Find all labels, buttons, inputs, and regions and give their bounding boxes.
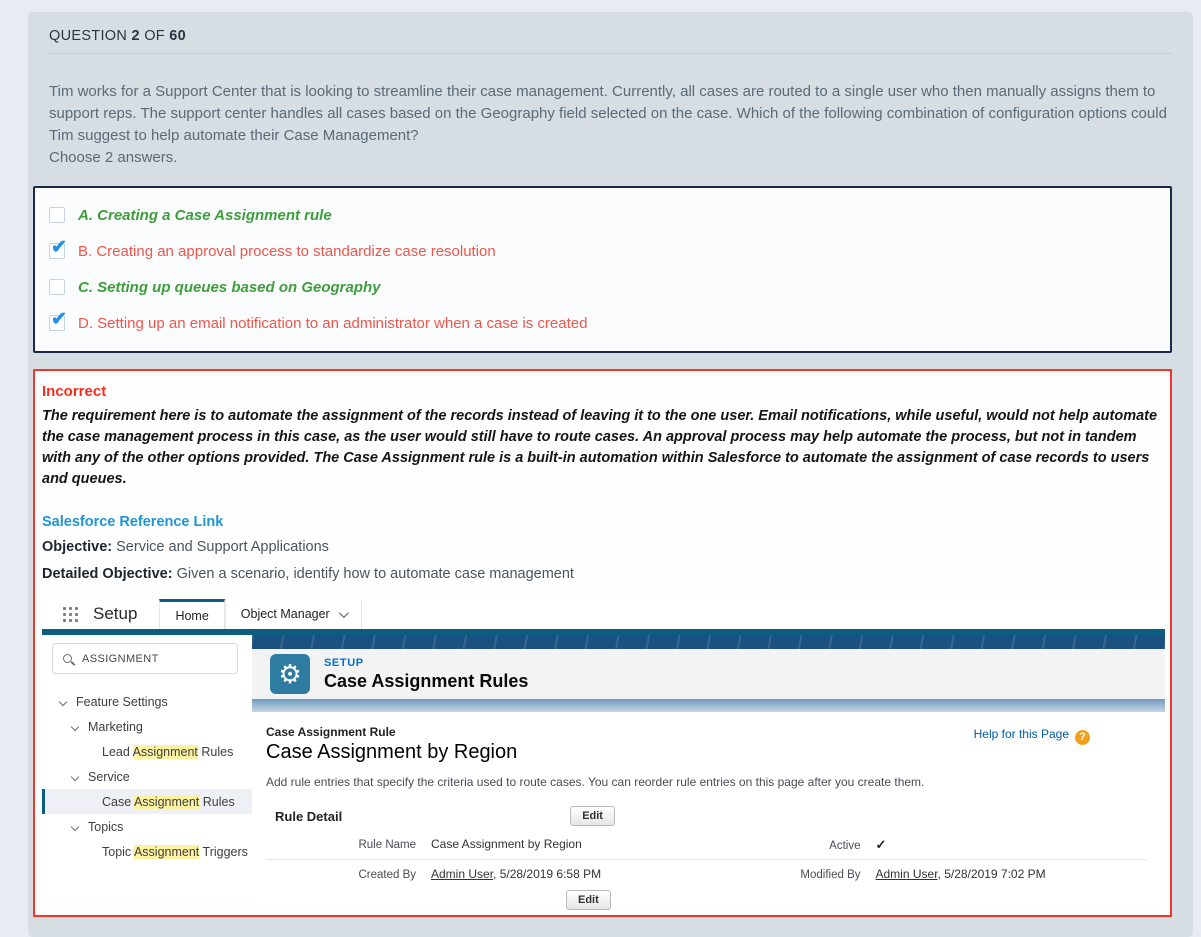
setup-page-banner — [252, 649, 1165, 699]
search-highlight: Assignment — [133, 794, 200, 809]
rule-name-value: Case Assignment by Region — [431, 837, 582, 851]
tree-label: Service — [88, 769, 130, 784]
objective-value: Service and Support Applications — [112, 539, 329, 555]
option-d-checkbox[interactable] — [49, 315, 65, 331]
breadcrumb: Case Assignment Rule — [266, 725, 396, 739]
tree-item-feature-settings[interactable] — [42, 689, 252, 714]
modified-by-label: Modified By — [800, 869, 861, 881]
question-total: 60 — [169, 28, 187, 44]
option-row-c[interactable] — [35, 269, 1170, 305]
tab-home-label: Home — [175, 608, 209, 623]
question-number: 2 — [131, 28, 140, 44]
edit-button-bottom[interactable]: Edit — [566, 890, 611, 910]
option-c-checkbox[interactable] — [49, 279, 65, 295]
option-c-label[interactable]: C. Setting up queues based on Geography — [78, 278, 381, 296]
tree-item-lead-assignment-rules[interactable] — [42, 739, 252, 764]
modified-by-value: Admin User, 5/28/2019 7:02 PM — [875, 867, 1046, 881]
setup-sidebar — [42, 635, 252, 895]
question-counter — [28, 28, 1193, 44]
tree-label: Feature Settings — [76, 694, 168, 709]
search-highlight: Assignment — [132, 744, 198, 759]
tree-item-service[interactable] — [42, 764, 252, 789]
tab-object-manager-label: Object Manager — [240, 607, 330, 621]
tree-item-topics[interactable] — [42, 814, 252, 839]
active-label: Active — [829, 840, 861, 852]
detailed-objective-line — [42, 564, 1162, 585]
setup-tree — [42, 689, 252, 864]
chevron-down-icon — [339, 608, 349, 618]
tab-object-manager[interactable] — [225, 599, 362, 629]
tree-label: Lead Assignment Rules — [102, 744, 234, 759]
chevron-down-icon — [71, 772, 79, 780]
tree-label: Marketing — [88, 719, 143, 734]
option-b-checkbox[interactable] — [49, 243, 65, 259]
option-row-a[interactable] — [35, 197, 1170, 233]
edit-button[interactable]: Edit — [570, 806, 615, 826]
tree-item-marketing[interactable] — [42, 714, 252, 739]
option-a-checkbox[interactable] — [49, 207, 65, 223]
objective-label: Objective: — [42, 539, 113, 555]
tab-home[interactable] — [159, 599, 224, 629]
field-row-2 — [266, 867, 1165, 881]
choose-prompt: Choose 2 answers. — [49, 149, 178, 166]
field-row-1 — [266, 837, 1165, 853]
banner-eyebrow: SETUP — [324, 656, 364, 669]
help-for-this-page-link[interactable]: Help for this Page ? — [974, 727, 1090, 745]
question-card — [28, 12, 1193, 937]
question-text: Tim works for a Support Center that is looking to streamline their case management. Currently, all cases are routed to a single user who then manually assigns them to support reps. The support center handles all cases based on the Geography field selected on the case. Which of the following combination of configuration options could Tim suggest to help automate their Case Management? — [49, 83, 1167, 144]
option-d-label[interactable]: D. Setting up an email notification to an administrator when a case is created — [78, 314, 588, 332]
sidebar-search-value: ASSIGNMENT — [82, 652, 159, 665]
rule-name-label: Rule Name — [358, 839, 416, 851]
rule-detail-page — [252, 712, 1165, 910]
page-title: Case Assignment by Region — [266, 741, 518, 763]
tree-label: Topics — [88, 819, 124, 834]
banner-title: Case Assignment Rules — [324, 670, 529, 691]
help-icon: ? — [1075, 730, 1090, 745]
option-row-d[interactable] — [35, 305, 1170, 341]
setup-main-panel — [252, 635, 1165, 906]
setup-app-title: Setup — [93, 604, 138, 623]
salesforce-reference-link[interactable]: Salesforce Reference Link — [42, 514, 224, 530]
detailed-objective-value: Given a scenario, identify how to automate case management — [172, 566, 574, 582]
of-word: OF — [144, 28, 165, 44]
row-divider — [266, 859, 1147, 860]
objective-line — [42, 537, 1162, 558]
option-a-label[interactable]: A. Creating a Case Assignment rule — [78, 206, 332, 224]
header-divider — [49, 53, 1172, 54]
sidebar-search-input[interactable] — [52, 643, 238, 674]
tree-item-topic-assignment-triggers[interactable] — [42, 839, 252, 864]
chevron-down-icon — [71, 822, 79, 830]
created-by-label: Created By — [358, 869, 416, 881]
option-b-label[interactable]: B. Creating an approval process to standardize case resolution — [78, 242, 496, 260]
answer-options-box — [33, 186, 1172, 353]
created-by-user-link[interactable]: Admin User — [431, 867, 494, 881]
section-title: Rule Detail — [275, 808, 343, 824]
app-launcher-icon[interactable] — [63, 607, 78, 622]
tree-label: Topic Assignment Triggers — [102, 844, 248, 859]
search-icon — [63, 654, 72, 663]
banner-pattern-top — [252, 635, 1165, 649]
salesforce-global-nav — [42, 599, 1165, 629]
explanation-text: The requirement here is to automate the assignment of the records instead of leaving it to the one user. Email notifications, while useful, would not help automate the case management process in this case, as the user would still have to route cases. An approval process may help automate the process, but not in tandem with any of the other options provided. The Case Assignment rule is a built-in automation within Salesforce to automate the assignment of case records to users and queues. — [42, 408, 1158, 487]
salesforce-screenshot — [42, 599, 1165, 906]
option-row-b[interactable] — [35, 233, 1170, 269]
chevron-down-icon — [59, 697, 67, 705]
tree-label: Case Assignment Rules — [102, 794, 235, 809]
search-highlight: Assignment — [133, 844, 200, 859]
active-checkmark-icon: ✓ — [875, 837, 887, 852]
banner-pattern-bottom — [252, 699, 1165, 712]
page-description: Add rule entries that specify the criteria used to route cases. You can reorder rule entries on this page after you create them. — [266, 775, 925, 789]
chevron-down-icon — [71, 722, 79, 730]
modified-by-user-link[interactable]: Admin User — [875, 867, 938, 881]
verdict-label: Incorrect — [42, 383, 107, 400]
created-by-value: Admin User, 5/28/2019 6:58 PM — [431, 867, 602, 881]
tree-item-case-assignment-rules[interactable] — [42, 789, 252, 814]
setup-gear-icon: ⚙ — [270, 654, 310, 694]
feedback-box — [33, 369, 1172, 917]
detailed-objective-label: Detailed Objective: — [42, 566, 173, 582]
question-word: QUESTION — [49, 28, 128, 44]
